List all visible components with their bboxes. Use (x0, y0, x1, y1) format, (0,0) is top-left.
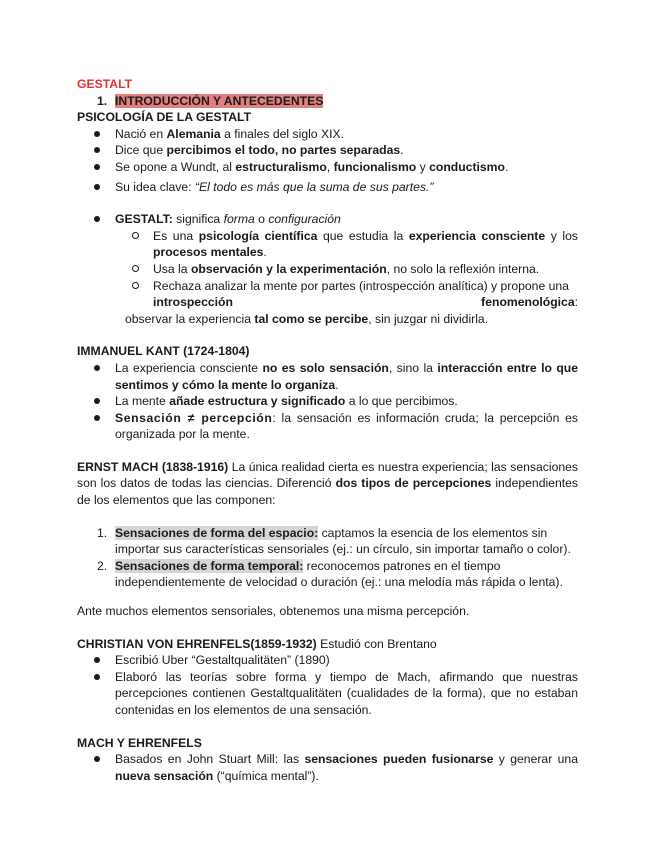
list-item: Su idea clave: “El todo es más que la suma de sus partes.” (77, 179, 578, 196)
list-item: Basados en John Stuart Mill: las sensaciones pueden fusionarse y generar una nueva sensación (“química mental”). (77, 751, 578, 784)
list-item: GESTALT: significa forma o configuración Es una psicología científica que estudia la experiencia consciente y los procesos mentales. Usa la observación y la experimentación, no solo la reflexión interna. Rechaza analizar la mente por partes (introspección analítica) y propone una introspección fenomenológica: observar la experiencia tal como se percibe, sin juzgar ni dividirla. (77, 211, 578, 327)
sub-item: Es una psicología científica que estudia la experiencia consciente y los procesos mentales. (115, 228, 578, 261)
list-item: 2. Sensaciones de forma temporal: reconocemos patrones en el tiempo independientemente de velocidad o duración (ej.: una melodía más rápida o lenta). (97, 558, 563, 590)
mach-ehrenfels-list (77, 751, 578, 784)
ehrenfels-list (77, 652, 578, 718)
mach-ehrenfels-heading: MACH Y EHRENFELS (77, 735, 202, 750)
list-item: Dice que percibimos el todo, no partes separadas. (77, 142, 578, 159)
sub-item: Rechaza analizar la mente por partes (introspección analítica) y propone una introspección fenomenológica: (115, 278, 578, 311)
psico-heading: PSICOLOGÍA DE LA GESTALT (77, 110, 252, 125)
list-item: 1. Sensaciones de forma del espacio: captamos la esencia de los elementos sin importar sus características sensoriales (ej.: un círculo, sin importar tamaño o color). (97, 525, 571, 557)
list-item: Se opone a Wundt, al estructuralismo, funcionalismo y conductismo. (77, 159, 578, 176)
sub-item: Usa la observación y la experimentación, no solo la reflexión interna. (115, 261, 578, 278)
intro-list (77, 126, 578, 195)
kant-heading: IMMANUEL KANT (1724-1804) (77, 344, 250, 359)
section-number: 1. (97, 93, 108, 108)
mach-closing: Ante muchos elementos sensoriales, obtenemos una misma percepción. (77, 604, 470, 619)
document-content (77, 76, 578, 784)
gestalt-sub-list (115, 228, 578, 311)
doc-title: GESTALT (77, 77, 133, 91)
section-label: INTRODUCCIÓN Y ANTECEDENTES (115, 93, 324, 108)
ehrenfels-heading: CHRISTIAN VON EHRENFELS(1859-1932) Estudió con Brentano (77, 636, 437, 651)
gestalt-def-list (77, 211, 578, 327)
mach-numbered-list (77, 525, 578, 591)
list-item: Sensación ≠ percepción: la sensación es información cruda; la percepción es organizada por la mente. (77, 410, 578, 443)
section-heading (77, 93, 578, 110)
list-item: Elaboró las teorías sobre forma y tiempo de Mach, afirmando que nuestras percepciones contienen Gestaltqualitäten (cualidades de la forma), que no estaban contenidas en los elementos de una sensación. (77, 669, 578, 719)
sub-continuation: observar la experiencia tal como se percibe, sin juzgar ni dividirla. (125, 311, 489, 326)
list-item: La experiencia consciente no es solo sensación, sino la interacción entre lo que sentimos y cómo la mente lo organiza. (77, 360, 578, 393)
list-item: Escribió Uber “Gestaltqualitäten” (1890) (77, 652, 578, 669)
mach-paragraph: ERNST MACH (1838-1916) La única realidad cierta es nuestra experiencia; las sensaciones son los datos de todas las ciencias. Diferenció dos tipos de percepciones independientes de los elementos que las componen: (77, 459, 578, 508)
list-item: Nació en Alemania a finales del siglo XIX. (77, 126, 578, 143)
section-list (77, 93, 578, 110)
kant-list (77, 360, 578, 443)
list-item: La mente añade estructura y significado a lo que percibimos. (77, 393, 578, 410)
